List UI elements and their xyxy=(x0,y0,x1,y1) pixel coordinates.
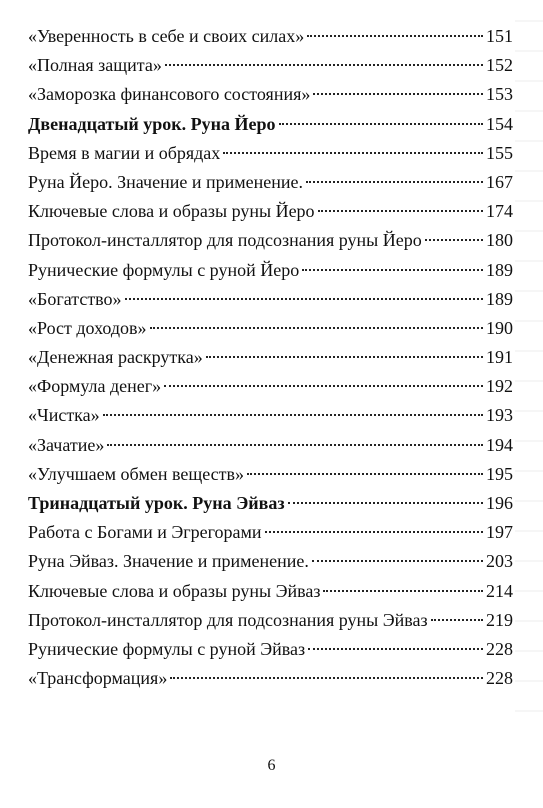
toc-entry-title: Руна Эйваз. Значение и применение. xyxy=(28,551,309,572)
toc-entry-title: Тринадцатый урок. Руна Эйваз xyxy=(28,493,285,513)
toc-entry-page: 228 xyxy=(486,638,513,659)
toc-dot-leader xyxy=(103,414,483,416)
toc-entry-title: «Заморозка финансового состояния» xyxy=(28,84,311,105)
toc-dot-leader xyxy=(265,531,483,533)
toc-dot-leader xyxy=(206,356,483,358)
toc-entry-page: 174 xyxy=(486,201,513,222)
toc-entry xyxy=(28,664,513,693)
toc-entry-page: 189 xyxy=(486,288,513,309)
toc-entry-page: 203 xyxy=(486,551,513,572)
toc-entry-page: 154 xyxy=(486,113,513,134)
toc-dot-leader xyxy=(308,648,483,650)
toc-entry-title: «Формула денег» xyxy=(28,376,162,397)
toc-entry-title: «Богатство» xyxy=(28,288,122,309)
toc-entry-page: 197 xyxy=(486,522,513,543)
toc-entry-page: 191 xyxy=(486,347,513,368)
toc-entry xyxy=(28,343,513,372)
toc-entry-page: 193 xyxy=(486,405,513,426)
toc-entry xyxy=(28,547,513,576)
toc-entry-page: 192 xyxy=(486,376,513,397)
toc-entry xyxy=(28,80,513,109)
toc-entry-title: «Рост доходов» xyxy=(28,317,147,338)
toc-entry-title: «Трансформация» xyxy=(28,668,168,689)
toc-dot-leader xyxy=(107,444,483,446)
toc-entry xyxy=(28,256,513,285)
toc-entry xyxy=(28,431,513,460)
toc-entry-page: 214 xyxy=(486,580,513,601)
toc-entry-page: 196 xyxy=(486,493,513,513)
toc-dot-leader xyxy=(150,327,483,329)
toc-entry xyxy=(28,372,513,401)
toc-dot-leader xyxy=(431,619,483,621)
toc-entry-title: Ключевые слова и образы руны Эйваз xyxy=(28,580,321,601)
toc-entry-title: Работа с Богами и Эгрегорами xyxy=(28,522,262,543)
toc-entry xyxy=(28,139,513,168)
toc-entry xyxy=(28,401,513,430)
toc-dot-leader xyxy=(318,210,483,212)
toc-entry xyxy=(28,285,513,314)
toc-chapter-heading xyxy=(28,110,513,139)
toc-entry xyxy=(28,635,513,664)
toc-entry-page: 190 xyxy=(486,317,513,338)
toc-entry xyxy=(28,51,513,80)
toc-dot-leader xyxy=(223,152,483,154)
toc-entry-title: Время в магии и обрядах xyxy=(28,142,221,163)
toc-entry-title: «Уверенность в себе и своих силах» xyxy=(28,26,305,46)
toc-dot-leader xyxy=(312,560,483,562)
toc-entry-title: «Улучшаем обмен веществ» xyxy=(28,463,245,484)
toc-entry xyxy=(28,197,513,226)
toc-dot-leader xyxy=(425,239,483,241)
toc-entry-title: «Полная защита» xyxy=(28,55,162,76)
toc-dot-leader xyxy=(323,590,483,592)
toc-dot-leader xyxy=(279,123,484,125)
toc-entry-title: Протокол-инсталлятор для подсознания руны Эйваз xyxy=(28,609,428,630)
toc-dot-leader xyxy=(170,677,483,679)
toc-entry-title: «Чистка» xyxy=(28,405,100,426)
toc-chapter-heading xyxy=(28,489,513,518)
toc-dot-leader xyxy=(313,93,483,95)
toc-entry-page: 195 xyxy=(486,463,513,484)
bleed-through-shadow xyxy=(515,20,543,740)
toc-entry-title: Рунические формулы с руной Эйваз xyxy=(28,638,306,659)
toc-entry-title: Руна Йеро. Значение и применение. xyxy=(28,171,303,192)
toc-entry-page: 180 xyxy=(486,230,513,251)
table-of-contents xyxy=(28,22,513,693)
toc-entry-page: 219 xyxy=(486,609,513,630)
toc-dot-leader xyxy=(302,269,483,271)
toc-entry xyxy=(28,460,513,489)
toc-dot-leader xyxy=(288,502,483,504)
toc-entry-title: «Денежная раскрутка» xyxy=(28,347,203,368)
toc-dot-leader xyxy=(164,385,483,387)
toc-entry xyxy=(28,577,513,606)
toc-entry xyxy=(28,22,513,51)
toc-entry-page: 228 xyxy=(486,668,513,689)
toc-entry-page: 151 xyxy=(486,26,513,46)
toc-entry-title: Двенадцатый урок. Руна Йеро xyxy=(28,113,276,134)
toc-entry xyxy=(28,314,513,343)
toc-entry-title: Ключевые слова и образы руны Йеро xyxy=(28,201,315,222)
toc-entry-title: Рунические формулы с руной Йеро xyxy=(28,259,300,280)
toc-entry xyxy=(28,226,513,255)
toc-entry-page: 152 xyxy=(486,55,513,76)
toc-dot-leader xyxy=(125,298,483,300)
toc-dot-leader xyxy=(306,181,483,183)
toc-entry xyxy=(28,606,513,635)
toc-entry-title: Протокол-инсталлятор для подсознания руны Йеро xyxy=(28,230,422,251)
toc-entry xyxy=(28,168,513,197)
toc-dot-leader xyxy=(247,473,483,475)
page-number: 6 xyxy=(267,757,276,774)
toc-entry-page: 189 xyxy=(486,259,513,280)
toc-entry-page: 155 xyxy=(486,142,513,163)
toc-entry-page: 167 xyxy=(486,171,513,192)
toc-entry xyxy=(28,518,513,547)
toc-dot-leader xyxy=(307,35,483,37)
toc-entry-page: 194 xyxy=(486,434,513,455)
toc-entry-title: «Зачатие» xyxy=(28,434,105,455)
toc-entry-page: 153 xyxy=(486,84,513,105)
toc-dot-leader xyxy=(165,64,483,66)
